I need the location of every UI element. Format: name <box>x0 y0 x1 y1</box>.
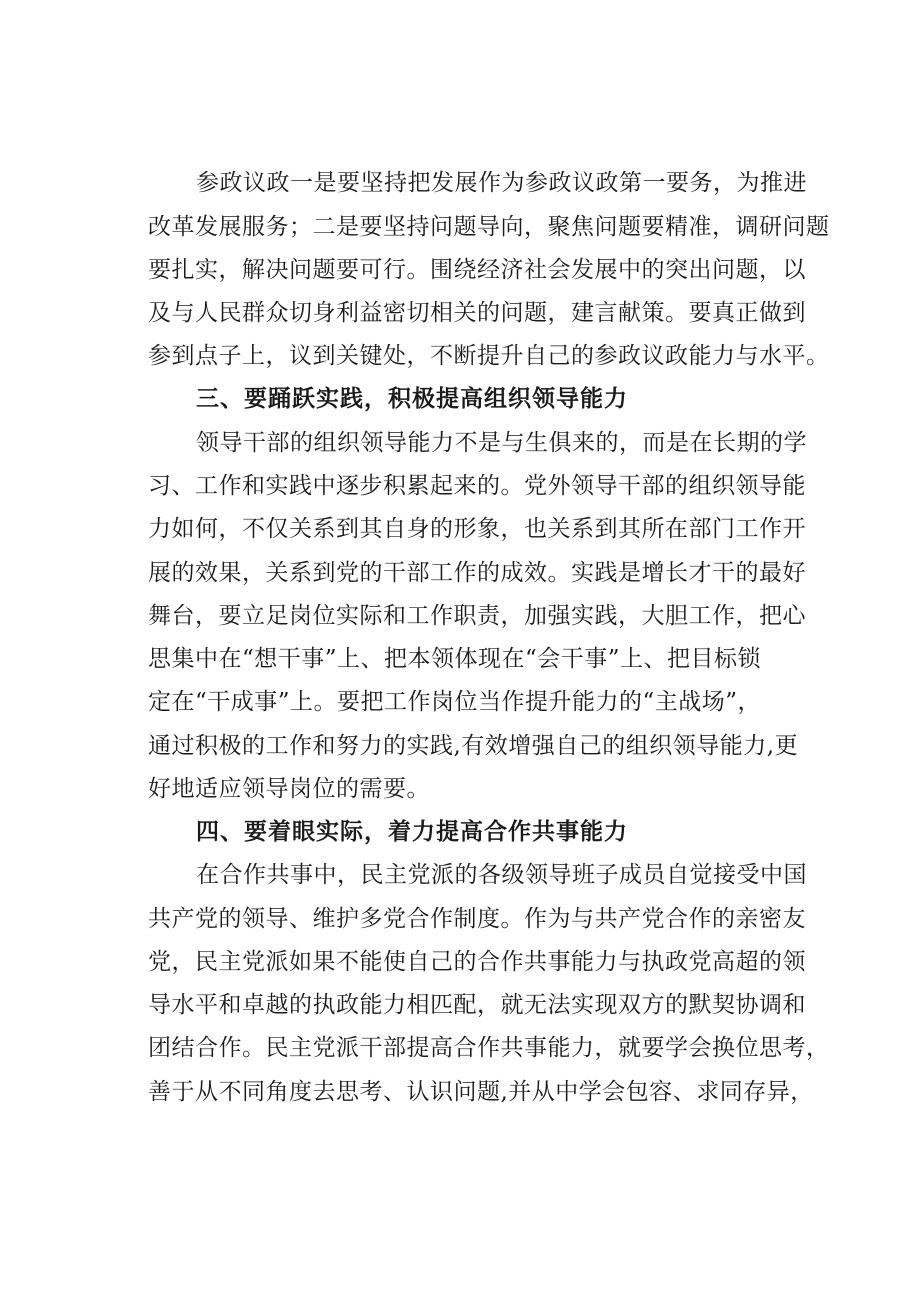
paragraph-2-line-6: 思集中在“想干事”上、把本领体现在“会干事”上、把目标锁 <box>148 646 762 672</box>
section-heading-4: 四、要着眼实际，着力提高合作共事能力 <box>196 819 628 845</box>
paragraph-2-line-1: 领导干部的组织领导能力不是与生俱来的，而是在长期的学 <box>196 430 807 456</box>
paragraph-3-line-1: 在合作共事中，民主党派的各级领导班子成员自觉接受中国 <box>196 862 807 888</box>
paragraph-3-line-2: 共产党的领导、维护多党合作制度。作为与共产党合作的亲密友 <box>148 906 806 932</box>
section-heading-3: 三、要踊跃实践，积极提高组织领导能力 <box>196 386 628 412</box>
paragraph-3-line-5: 团结合作。民主党派干部提高合作共事能力，就要学会换位思考， <box>148 1035 830 1061</box>
paragraph-3-line-3: 党，民主党派如果不能使自己的合作共事能力与执政党高超的领 <box>148 949 806 975</box>
paragraph-2-line-3: 力如何，不仅关系到其自身的形象，也关系到其所在部门工作开 <box>148 516 806 542</box>
paragraph-1-line-4: 及与人民群众切身利益密切相关的问题，建言献策。要真正做到 <box>148 300 806 326</box>
paragraph-2-line-9: 好地适应领导岗位的需要。 <box>148 776 430 802</box>
paragraph-3-line-6: 善于从不同角度去思考、认识问题,并从中学会包容、求同存异， <box>148 1079 814 1105</box>
paragraph-1-line-1: 参政议政一是要坚持把发展作为参政议政第一要务，为推进 <box>196 170 807 196</box>
paragraph-2-line-2: 习、工作和实践中逐步积累起来的。党外领导干部的组织领导能 <box>148 473 806 499</box>
paragraph-1-line-3: 要扎实，解决问题要可行。围绕经济社会发展中的突出问题，以 <box>148 257 806 283</box>
paragraph-1-line-5: 参到点子上，议到关键处，不断提升自己的参政议政能力与水平。 <box>148 343 830 369</box>
paragraph-2-line-4: 展的效果，关系到党的干部工作的成效。实践是增长才干的最好 <box>148 560 806 586</box>
paragraph-2-line-7: 定在“干成事”上。要把工作岗位当作提升能力的“主战场”， <box>148 689 762 715</box>
paragraph-1-line-2: 改革发展服务；二是要坚持问题导向，聚焦问题要精准，调研问题 <box>148 214 830 240</box>
paragraph-2-line-5: 舞台，要立足岗位实际和工作职责，加强实践，大胆工作，把心 <box>148 603 806 629</box>
paragraph-3-line-4: 导水平和卓越的执政能力相匹配，就无法实现双方的默契协调和 <box>148 992 806 1018</box>
paragraph-2-line-8: 通过积极的工作和努力的实践,有效增强自己的组织领导能力,更 <box>148 733 799 759</box>
